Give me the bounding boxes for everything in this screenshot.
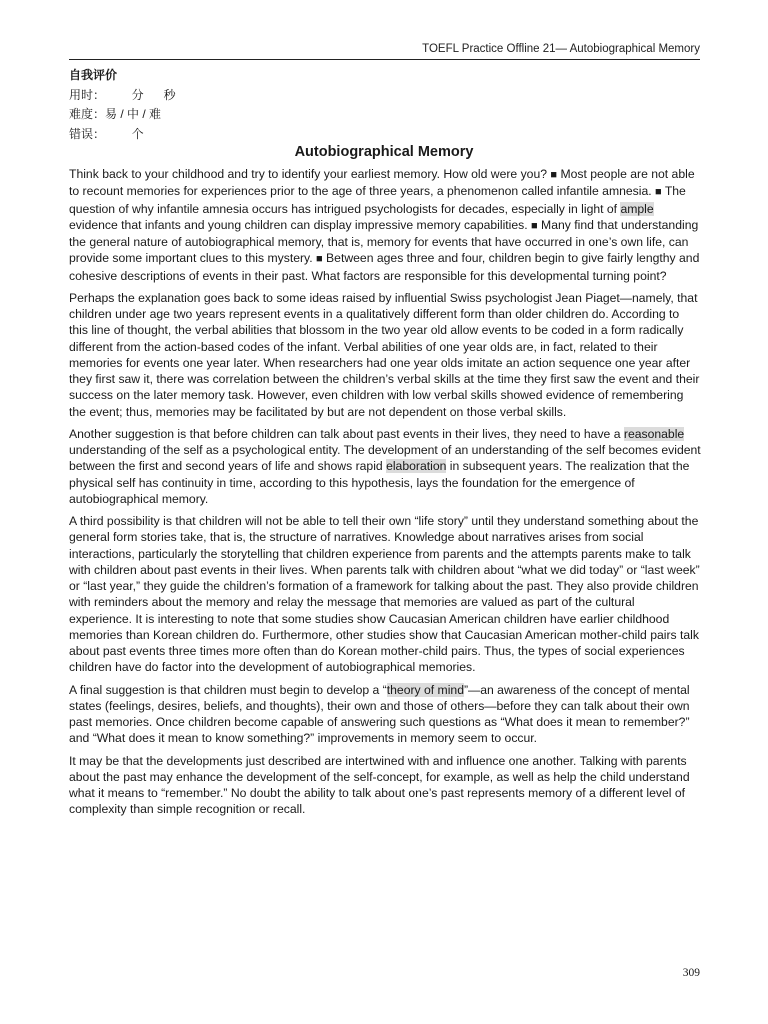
insert-square-marker-4[interactable]: ■ bbox=[316, 253, 323, 266]
p1-text-5: Many find that understanding the general nature of autobiographical memory, that is, memory for events that have occurred in one’s own life, can provide some important clues to this mystery. bbox=[69, 217, 699, 266]
highlight-theory-of-mind[interactable]: theory of mind bbox=[386, 682, 464, 697]
paragraph-2: Perhaps the explanation goes back to some ideas raised by influential Swiss psychologist Jean Piaget—namely, that children under age two years represent events in a qualitatively different form than older children do. According to this line of thought, the verbal abilities that blossom in the two year old allow events to be coded in a form radically different from the action-based codes of the infant. Verbal abilities of one year olds are, in fact, related to their memories for events one year later. When researchers had one year olds imitate an action sequence one year after they first saw it, there was correlation between the children’s verbal skills at the time they first saw the event and their success on the later memory task. However, even children with low verbal skills showed evidence of remembering the event; thus, memories may be facilitated by but are not dependent on those verbal skills. bbox=[69, 290, 700, 419]
p3-text-3: in subsequent years. The realization that the physical self has continuity in time, according to this hypothesis, lays the foundation for the emergence of autobiographical memory. bbox=[69, 459, 690, 506]
insert-square-marker-1[interactable]: ■ bbox=[550, 169, 558, 181]
running-header: TOEFL Practice Offline 21— Autobiographical Memory bbox=[422, 43, 700, 55]
insert-square-marker-2[interactable]: ■ bbox=[655, 186, 662, 199]
p1-text-2: Most people are not able to recount memories for experiences prior to the age of three years, a phenomenon called infantile amnesia. bbox=[69, 167, 695, 199]
paragraph-6: It may be that the developments just described are intertwined with and influence one another. Talking with parents about the past may enhance the development of the self-concept, for example, as well as help the child understand what it means to “remember.” No doubt the ability to talk about one’s past represents memory of a different level of complexity than simple recognition or recall. bbox=[69, 753, 690, 817]
difficulty-row: 难度：易 / 中 / 难 bbox=[69, 107, 162, 121]
highlight-elaboration[interactable]: elaboration bbox=[386, 459, 447, 474]
time-row: 用时： 分 秒 bbox=[69, 87, 176, 102]
paragraph-1 bbox=[69, 166, 701, 284]
self-evaluation-title: 自我评价 bbox=[69, 68, 118, 82]
p1-text-1: Think back to your childhood and try to identify your earliest memory. How old were you? bbox=[69, 167, 551, 181]
p3-text-1: Another suggestion is that before children can talk about past events in their lives, they need to have a bbox=[69, 426, 624, 441]
header-divider bbox=[69, 59, 700, 60]
p1-text-6: Between ages three and four, children begin to give fairly lengthy and cohesive descriptions of events in their past. What factors are responsible for this developmental turning point? bbox=[69, 251, 700, 283]
paragraph-3 bbox=[69, 426, 701, 507]
paragraph-4: A third possibility is that children will not be able to tell their own “life story” until they understand something about the general form stories take, that is, the structure of narratives. Knowledge about narratives arises from social interactions, particularly the storytelling that children experience from parents and the attempts parents make to talk with children about past events in their lives. When parents talk with children about “what we did today” or “last week” or “last year,” they guide the children’s formation of a framework for talking about the past. They also provide children with reminders about the memory and relay the message that memories are valued as part of the cultural experience. It is interesting to note that some studies show Caucasian American children have earlier childhood memories than Korean children do. Furthermore, other studies show that Caucasian American mother-child pairs talk about past events three times more often than do Korean mother-child pairs. Thus, the types of social experiences children have do factor into the development of autobiographical memories. bbox=[69, 514, 700, 675]
highlight-reasonable[interactable]: reasonable bbox=[623, 426, 685, 441]
p5-text-1: A final suggestion is that children must begin to develop a “ bbox=[69, 682, 387, 697]
paragraph-5 bbox=[69, 682, 701, 747]
p3-text-2: understanding of the self as a psychological entity. The development of an understanding of the self becomes evident between the first and second years of life and shows rapid bbox=[69, 443, 701, 474]
highlight-ample[interactable]: ample bbox=[620, 201, 654, 216]
p5-text-2: ”—an awareness of the concept of mental states (feelings, desires, beliefs, and thoughts), their own and those of others—before they can talk about their own past memories. Once children become capable of answering such questions as “What does it mean to remember?” and “What does it mean to know something?” improvements in memory seem to occur. bbox=[69, 682, 690, 746]
p1-text-3: The question of why infantile amnesia occurs has intrigued psychologists for decades, especially in light of bbox=[69, 184, 686, 216]
self-evaluation-block bbox=[69, 66, 176, 144]
insert-square-marker-3[interactable]: ■ bbox=[531, 219, 538, 232]
errors-row: 错误： 个 bbox=[69, 126, 144, 141]
article-title: Autobiographical Memory bbox=[294, 144, 474, 160]
p1-text-4: evidence that infants and young children can display impressive memory capabilities. bbox=[69, 217, 532, 232]
page-number: 309 bbox=[682, 967, 700, 979]
article-body bbox=[69, 166, 701, 824]
